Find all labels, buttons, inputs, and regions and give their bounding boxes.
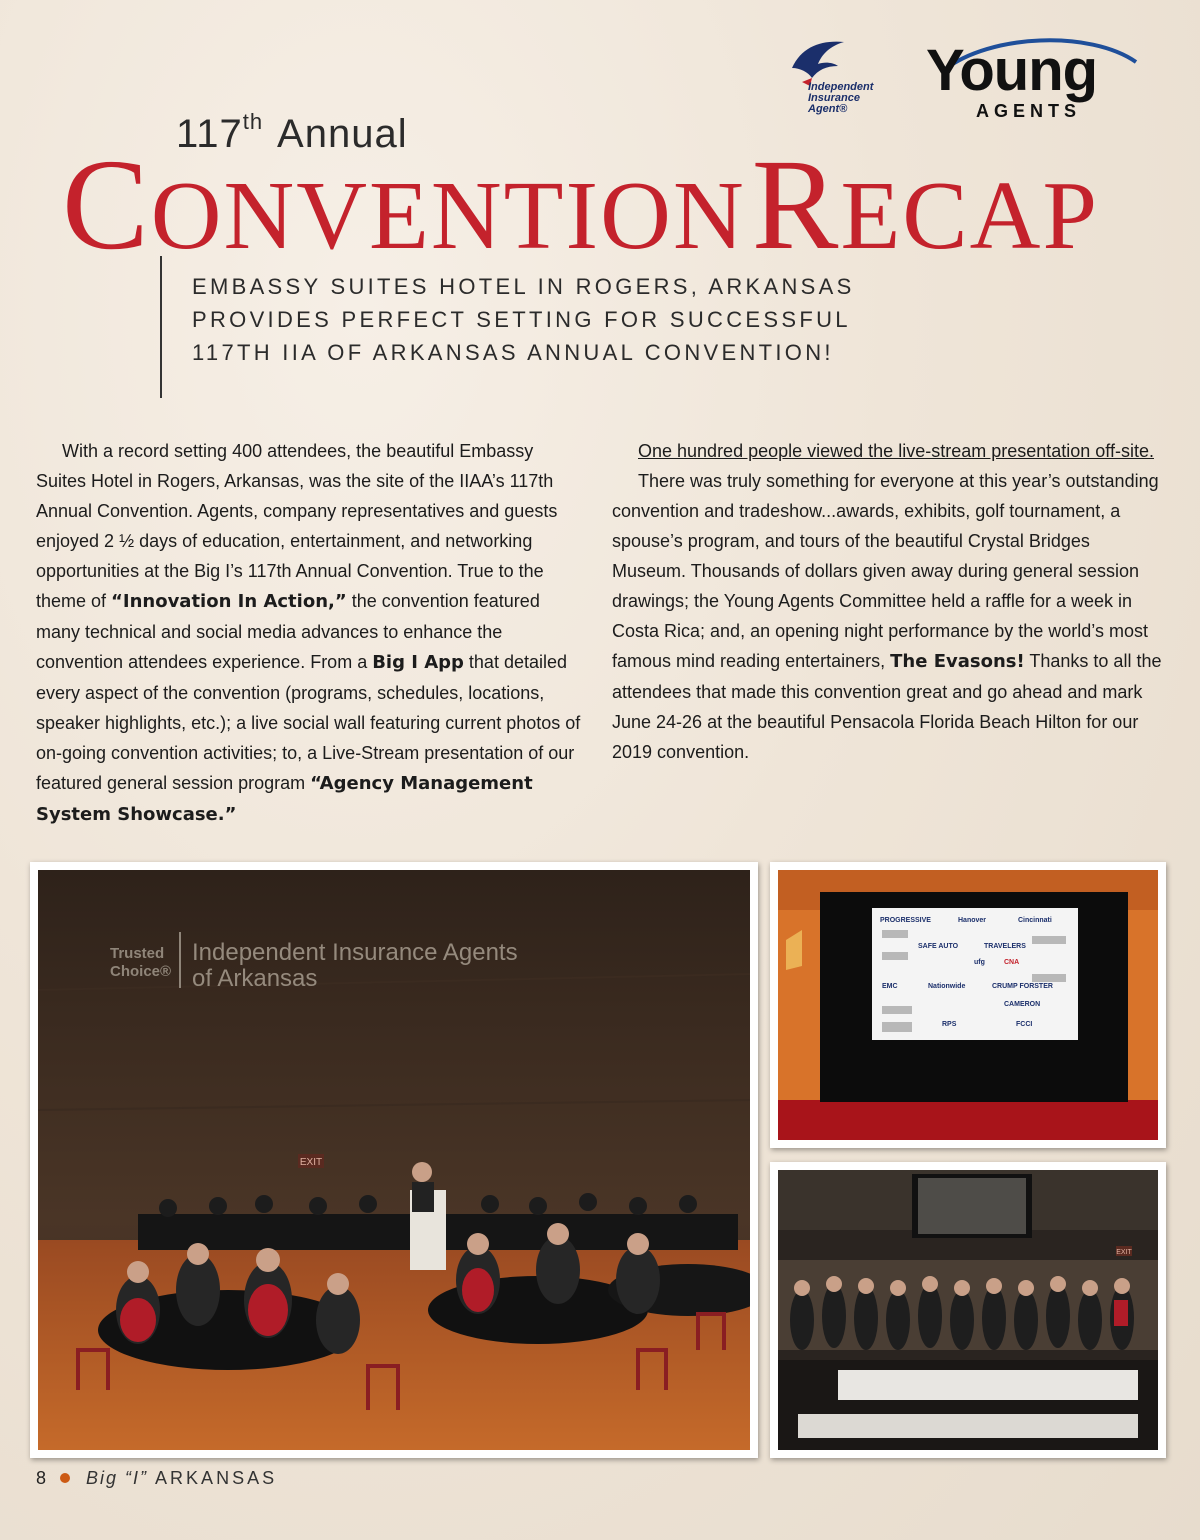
sponsor-screen-photo	[770, 862, 1166, 1148]
article-column-left	[36, 436, 588, 830]
svg-text:Trusted: Trusted	[110, 945, 165, 962]
article-paragraph: There was truly something for everyone at this year’s outstanding convention and tradeshow...awards, exhibits, golf tournament, a spouse’s program, and tours of the beautiful Crystal Bridges Museum. Thousands of dollars given away during general session drawings; the Young Agents Committee held a raffle for a week in Costa Rica; and, an opening night performance by the world’s most famous mind reading entertainers, The Evasons! Thanks to all the attendees that made this convention great and go ahead and mark June 24-26 at the beautiful Pensacola Florida Beach Hilton for our 2019 convention.	[612, 471, 1162, 762]
app-name: Big I App	[372, 652, 464, 673]
svg-text:FCCI: FCCI	[1016, 1021, 1033, 1028]
svg-text:SAFE AUTO: SAFE AUTO	[918, 943, 959, 950]
svg-text:EXIT: EXIT	[1116, 1249, 1132, 1256]
sponsor-screen-image	[778, 870, 1158, 1140]
page-footer	[36, 1468, 277, 1488]
svg-text:of Arkansas: of Arkansas	[192, 965, 318, 992]
magazine-name: Big “I” ARKANSAS	[86, 1468, 278, 1488]
svg-text:Independent Insurance Agents: Independent Insurance Agents	[192, 939, 518, 966]
article-paragraph: With a record setting 400 attendees, the beautiful Embassy Suites Hotel in Rogers, Arkansas, was the site of the IIAA’s 117th Annual Convention. Agents, company representatives and guests enjoyed 2 ½ days of education, entertainment, and networking opportunities at the Big I’s 117th Annual Convention. True to the theme of “Innovation In Action,” the convention featured many technical and social media advances to enhance the convention attendees experience. From a Big I App that detailed every aspect of the convention (programs, schedules, locations, speaker highlights, etc.); a live social wall featuring current photos of on-going convention activities; to, a Live-Stream presentation of our featured general session program “Agency Management System Showcase.”	[36, 441, 581, 825]
young-agents-logo	[920, 30, 1140, 130]
svg-text:Choice®: Choice®	[110, 963, 172, 980]
program-name: “Agency Management System Showcase.”	[36, 773, 533, 825]
group-image	[778, 1170, 1158, 1450]
ballroom-photo	[30, 862, 758, 1458]
headline-kicker: 117th Annual	[176, 109, 408, 156]
iia-logo	[780, 38, 900, 122]
svg-text:Cincinnati: Cincinnati	[1018, 917, 1052, 924]
svg-text:ufg: ufg	[974, 959, 985, 966]
subheadline: EMBASSY SUITES HOTEL IN ROGERS, ARKANSAS PROVIDES PERFECT SETTING FOR SUCCESSFUL 117TH IIA OF ARKANSAS ANNUAL CONVENTION!	[160, 256, 855, 398]
svg-text:EMC: EMC	[882, 983, 898, 990]
page-number: 8	[36, 1468, 47, 1488]
article-column-right	[612, 436, 1164, 767]
svg-text:CAMERON: CAMERON	[1004, 1001, 1041, 1008]
header-logos	[780, 30, 1140, 130]
young-agents-subtitle: AGENTS	[976, 101, 1082, 121]
svg-text:CRUMP FORSTER: CRUMP FORSTER	[992, 983, 1053, 990]
svg-text:PROGRESSIVE: PROGRESSIVE	[880, 917, 931, 924]
theme-name: “Innovation In Action,”	[111, 591, 347, 612]
group-photo	[770, 1162, 1166, 1458]
performer-name: The Evasons!	[890, 651, 1025, 672]
ballroom-image	[38, 870, 750, 1450]
footer-dot-icon	[60, 1473, 70, 1483]
svg-text:EXIT: EXIT	[299, 1157, 323, 1168]
young-agents-title: Young	[926, 38, 1098, 103]
article-paragraph: One hundred people viewed the live-stream presentation off-site.	[638, 441, 1154, 461]
svg-text:Hanover: Hanover	[958, 917, 987, 924]
svg-text:CNA: CNA	[1004, 959, 1020, 966]
svg-text:TRAVELERS: TRAVELERS	[984, 943, 1026, 950]
page-title: CONVENTION RECAP	[62, 133, 1099, 277]
iia-logo-text: Independent Insurance Agent®	[808, 81, 874, 115]
svg-text:RPS: RPS	[942, 1021, 957, 1028]
svg-text:Nationwide: Nationwide	[928, 983, 966, 990]
